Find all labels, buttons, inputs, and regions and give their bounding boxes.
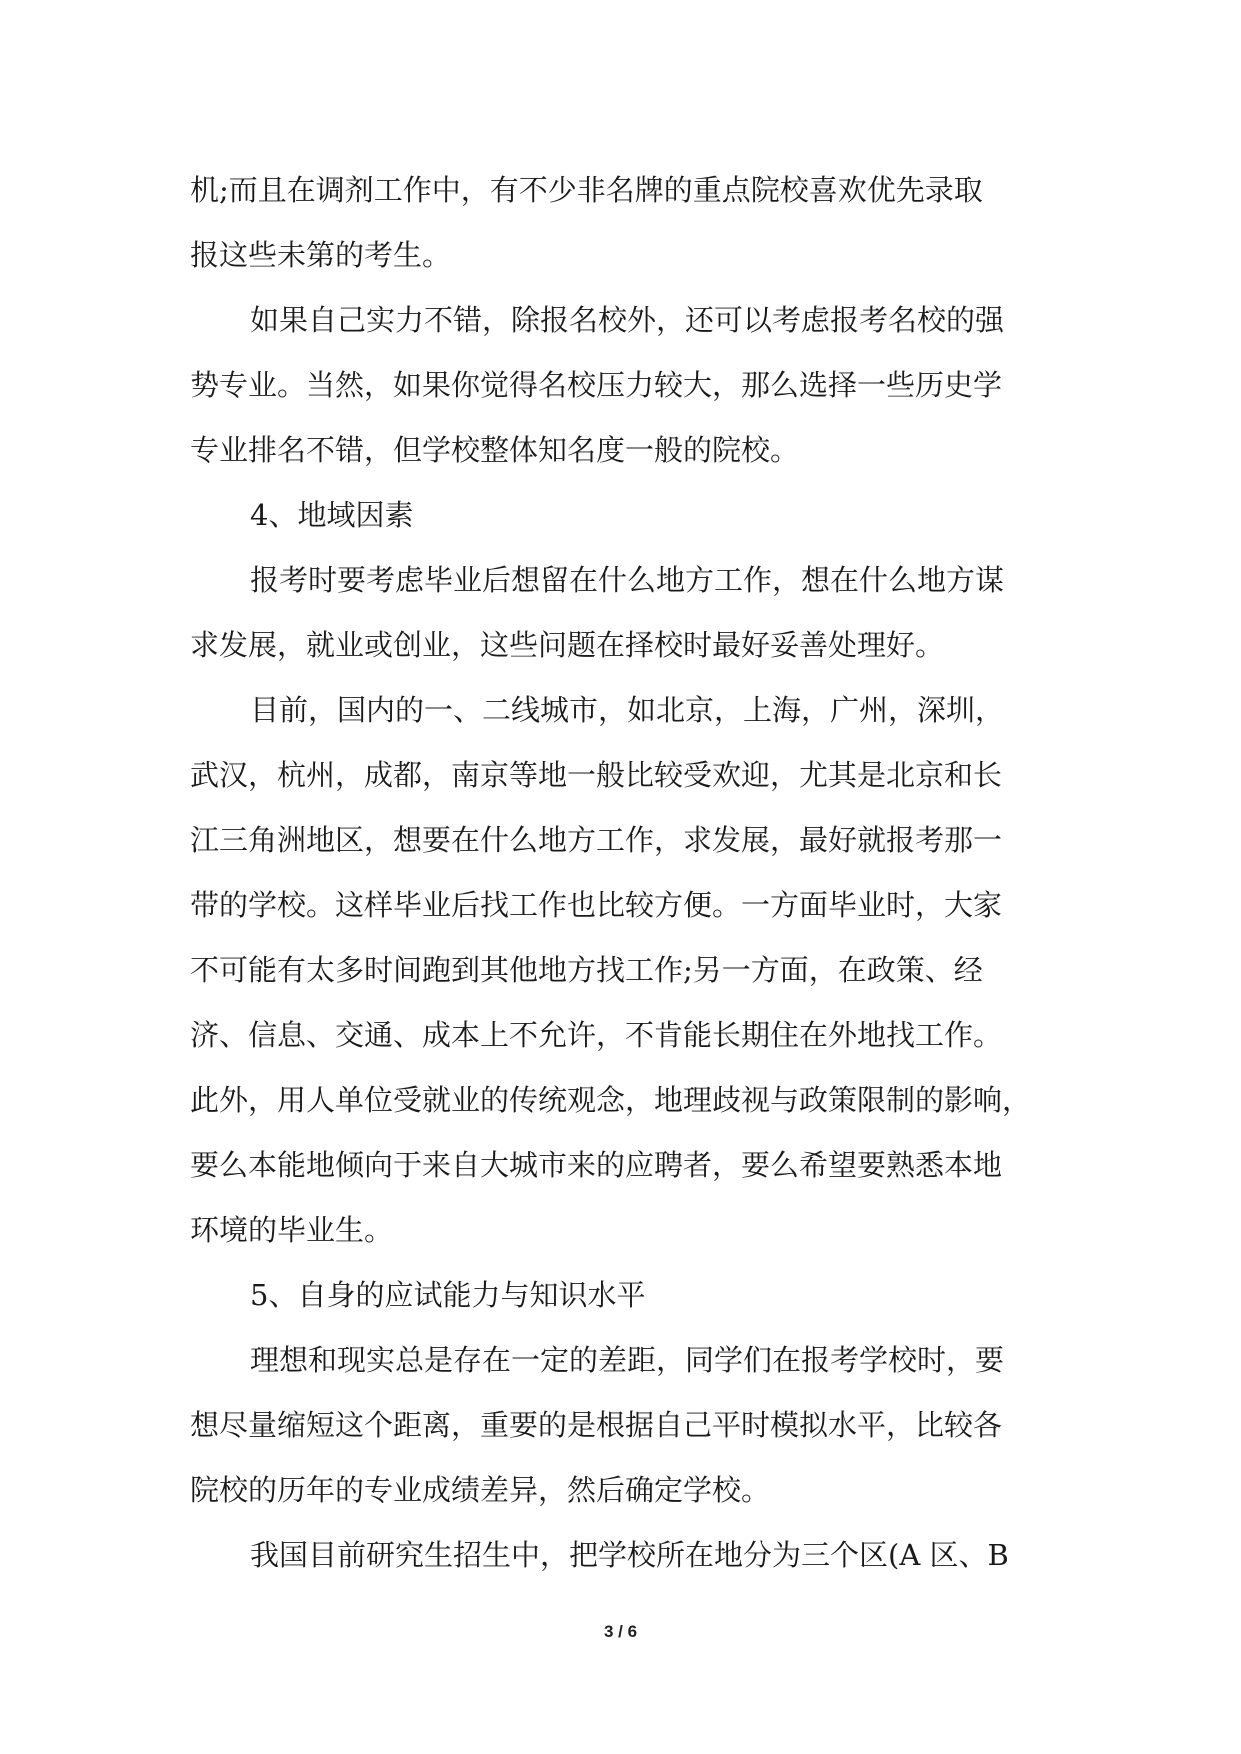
- text-line: 目前，国内的一、二线城市，如北京，上海，广州，深圳，: [250, 693, 1005, 727]
- text-line: 我国目前研究生招生中，把学校所在地分为三个区(A 区、B: [250, 1538, 1009, 1572]
- text-line: 环境的毕业生。: [190, 1213, 394, 1247]
- body-text: [190, 158, 1060, 1588]
- text-line: 报这些未第的考生。: [190, 238, 452, 272]
- text-line: 带的学校。这样毕业后找工作也比较方便。一方面毕业时，大家: [190, 888, 1003, 922]
- text-line: 济、信息、交通、成本上不允许，不肯能长期住在外地找工作。: [190, 1018, 1003, 1052]
- text-line: 求发展，就业或创业，这些问题在择校时最好妥善处理好。: [190, 628, 945, 662]
- text-line: 武汉，杭州，成都，南京等地一般比较受欢迎，尤其是北京和长: [190, 758, 1003, 792]
- text-line: 想尽量缩短这个距离，重要的是根据自己平时模拟水平，比较各: [190, 1408, 1003, 1442]
- text-line: 5、自身的应试能力与知识水平: [250, 1278, 646, 1312]
- text-line: 要么本能地倾向于来自大城市来的应聘者，要么希望要熟悉本地: [190, 1148, 1003, 1182]
- text-line: 不可能有太多时间跑到其他地方找工作;另一方面，在政策、经: [190, 953, 983, 987]
- text-line: 势专业。当然，如果你觉得名校压力较大，那么选择一些历史学: [190, 368, 1003, 402]
- text-line: 此外，用人单位受就业的传统观念，地理歧视与政策限制的影响，: [190, 1083, 1032, 1117]
- text-line: 报考时要考虑毕业后想留在什么地方工作，想在什么地方谋: [250, 563, 1005, 597]
- text-line: 4、地域因素: [250, 498, 414, 532]
- text-line: 江三角洲地区，想要在什么地方工作，求发展，最好就报考那一: [190, 823, 1003, 857]
- text-line: 如果自己实力不错，除报名校外，还可以考虑报考名校的强: [250, 303, 1005, 337]
- text-line: 院校的历年的专业成绩差异，然后确定学校。: [190, 1473, 771, 1507]
- text-line: 理想和现实总是存在一定的差距，同学们在报考学校时，要: [250, 1343, 1005, 1377]
- text-line: 专业排名不错，但学校整体知名度一般的院校。: [190, 433, 800, 467]
- text-line: 机;而且在调剂工作中，有不少非名牌的重点院校喜欢优先录取: [190, 173, 983, 207]
- page-number: 3 / 6: [603, 1622, 638, 1641]
